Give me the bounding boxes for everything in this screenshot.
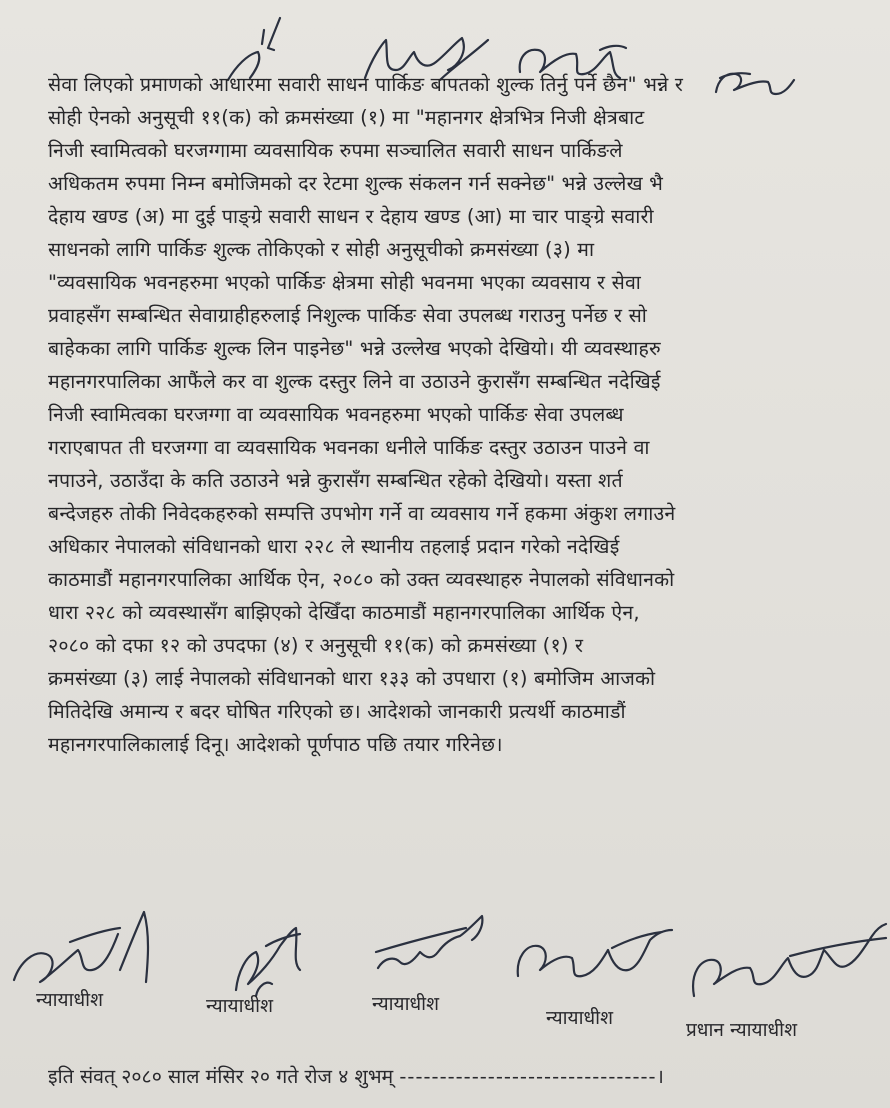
text-line: बन्देजहरु तोकी निवेदकहरुको सम्पत्ति उपभोग गर्ने वा व्यवसाय गर्ने हकमा अंकुश लगाउने xyxy=(48,502,676,525)
text-line: अधिकार नेपालको संविधानको धारा २२८ ले स्थानीय तहलाई प्रदान गरेको नदेखिई xyxy=(48,535,620,558)
text-line: निजी स्वामित्वको घरजग्गामा व्यवसायिक रुपमा सञ्चालित सवारी साधन पार्किङले xyxy=(48,139,623,162)
signatory-3 xyxy=(362,900,512,1040)
closing-dash-line: --------------------------------। xyxy=(399,1065,665,1088)
text-line: धारा २२८ को व्यवस्थासँग बाझिएको देखिँदा काठमाडौं महानगरपालिका आर्थिक ऐन, xyxy=(48,601,640,624)
text-line: सोही ऐनको अनुसूची ११(क) को क्रमसंख्या (१) मा "महानगर क्षेत्रभित्र निजी क्षेत्रबाट xyxy=(48,106,645,129)
text-line: नपाउने, उठाउँदा के कति उठाउने भन्ने कुरासँग सम्बन्धित रहेको देखियो। यस्ता शर्त xyxy=(48,469,623,492)
text-line: २०८० को दफा १२ को उपदफा (४) र अनुसूची ११(क) को क्रमसंख्या (१) र xyxy=(48,634,584,657)
text-line: बाहेकका लागि पार्किङ शुल्क लिन पाइनेछ" भन्ने उल्लेख भएको देखियो। यी व्यवस्थाहरु xyxy=(48,337,661,360)
text-line: मितिदेखि अमान्य र बदर घोषित गरिएको छ। आदेशको जानकारी प्रत्यर्थी काठमाडौं xyxy=(48,700,626,723)
text-line: सेवा लिएको प्रमाणको आधारमा सवारी साधन पार्किङ बापतको शुल्क तिर्नु पर्ने छैन" भन्ने र xyxy=(48,73,684,96)
text-line: देहाय खण्ड (अ) मा दुई पाङ्ग्रे सवारी साधन र देहाय खण्ड (आ) मा चार पाङ्ग्रे सवारी xyxy=(48,205,654,228)
signatory-1 xyxy=(0,900,190,1040)
signature-5 xyxy=(680,900,890,1010)
text-line: निजी स्वामित्वका घरजग्गा वा व्यवसायिक भवनहरुमा भएको पार्किङ सेवा उपलब्ध xyxy=(48,403,624,426)
text-line: "व्यवसायिक भवनहरुमा भएको पार्किङ क्षेत्रमा सोही भवनमा भएका व्यवसाय र सेवा xyxy=(48,271,642,294)
signatory-3-title: न्यायाधीश xyxy=(372,993,440,1015)
signatory-5 xyxy=(680,900,890,1040)
closing-date-text: इति संवत् २०८० साल मंसिर २० गते रोज ४ शुभम् xyxy=(48,1065,394,1088)
text-line: क्रमसंख्या (३) लाई नेपालको संविधानको धारा १३३ को उपधारा (१) बमोजिम आजको xyxy=(48,667,656,690)
text-line: काठमाडौं महानगरपालिका आर्थिक ऐन, २०८० को उक्त व्यवस्थाहरु नेपालको संविधानको xyxy=(48,568,675,591)
signature-row xyxy=(0,900,890,1040)
signatory-4 xyxy=(512,900,680,1040)
order-body-text xyxy=(48,68,868,761)
text-line: गराएबापत ती घरजग्गा वा व्यवसायिक भवनका धनीले पार्किङ दस्तुर उठाउन पाउने वा xyxy=(48,436,650,459)
signatory-2 xyxy=(196,900,346,1040)
text-line: महानगरपालिका आफैंले कर वा शुल्क दस्तुर लिने वा उठाउने कुरासँग सम्बन्धित नदेखिई xyxy=(48,370,661,393)
signatory-4-title: न्यायाधीश xyxy=(546,1007,614,1029)
signature-4 xyxy=(512,900,680,1010)
text-line: प्रवाहसँग सम्बन्धित सेवाग्राहीहरुलाई निशुल्क पार्किङ सेवा उपलब्ध गराउनु पर्नेछ र सो xyxy=(48,304,648,327)
text-line: साधनको लागि पार्किङ शुल्क तोकिएको र सोही अनुसूचीको क्रमसंख्या (३) मा xyxy=(48,238,595,261)
text-line: महानगरपालिकालाई दिनू। आदेशको पूर्णपाठ पछि तयार गरिनेछ। xyxy=(48,733,503,756)
closing-line xyxy=(48,1062,665,1089)
signatory-1-title: न्यायाधीश xyxy=(36,989,104,1011)
signatory-2-title: न्यायाधीश xyxy=(206,995,274,1017)
text-line: अधिकतम रुपमा निम्न बमोजिमको दर रेटमा शुल्क संकलन गर्न सक्नेछ" भन्ने उल्लेख भै xyxy=(48,172,664,195)
signatory-5-title: प्रधान न्यायाधीश xyxy=(686,1019,798,1041)
